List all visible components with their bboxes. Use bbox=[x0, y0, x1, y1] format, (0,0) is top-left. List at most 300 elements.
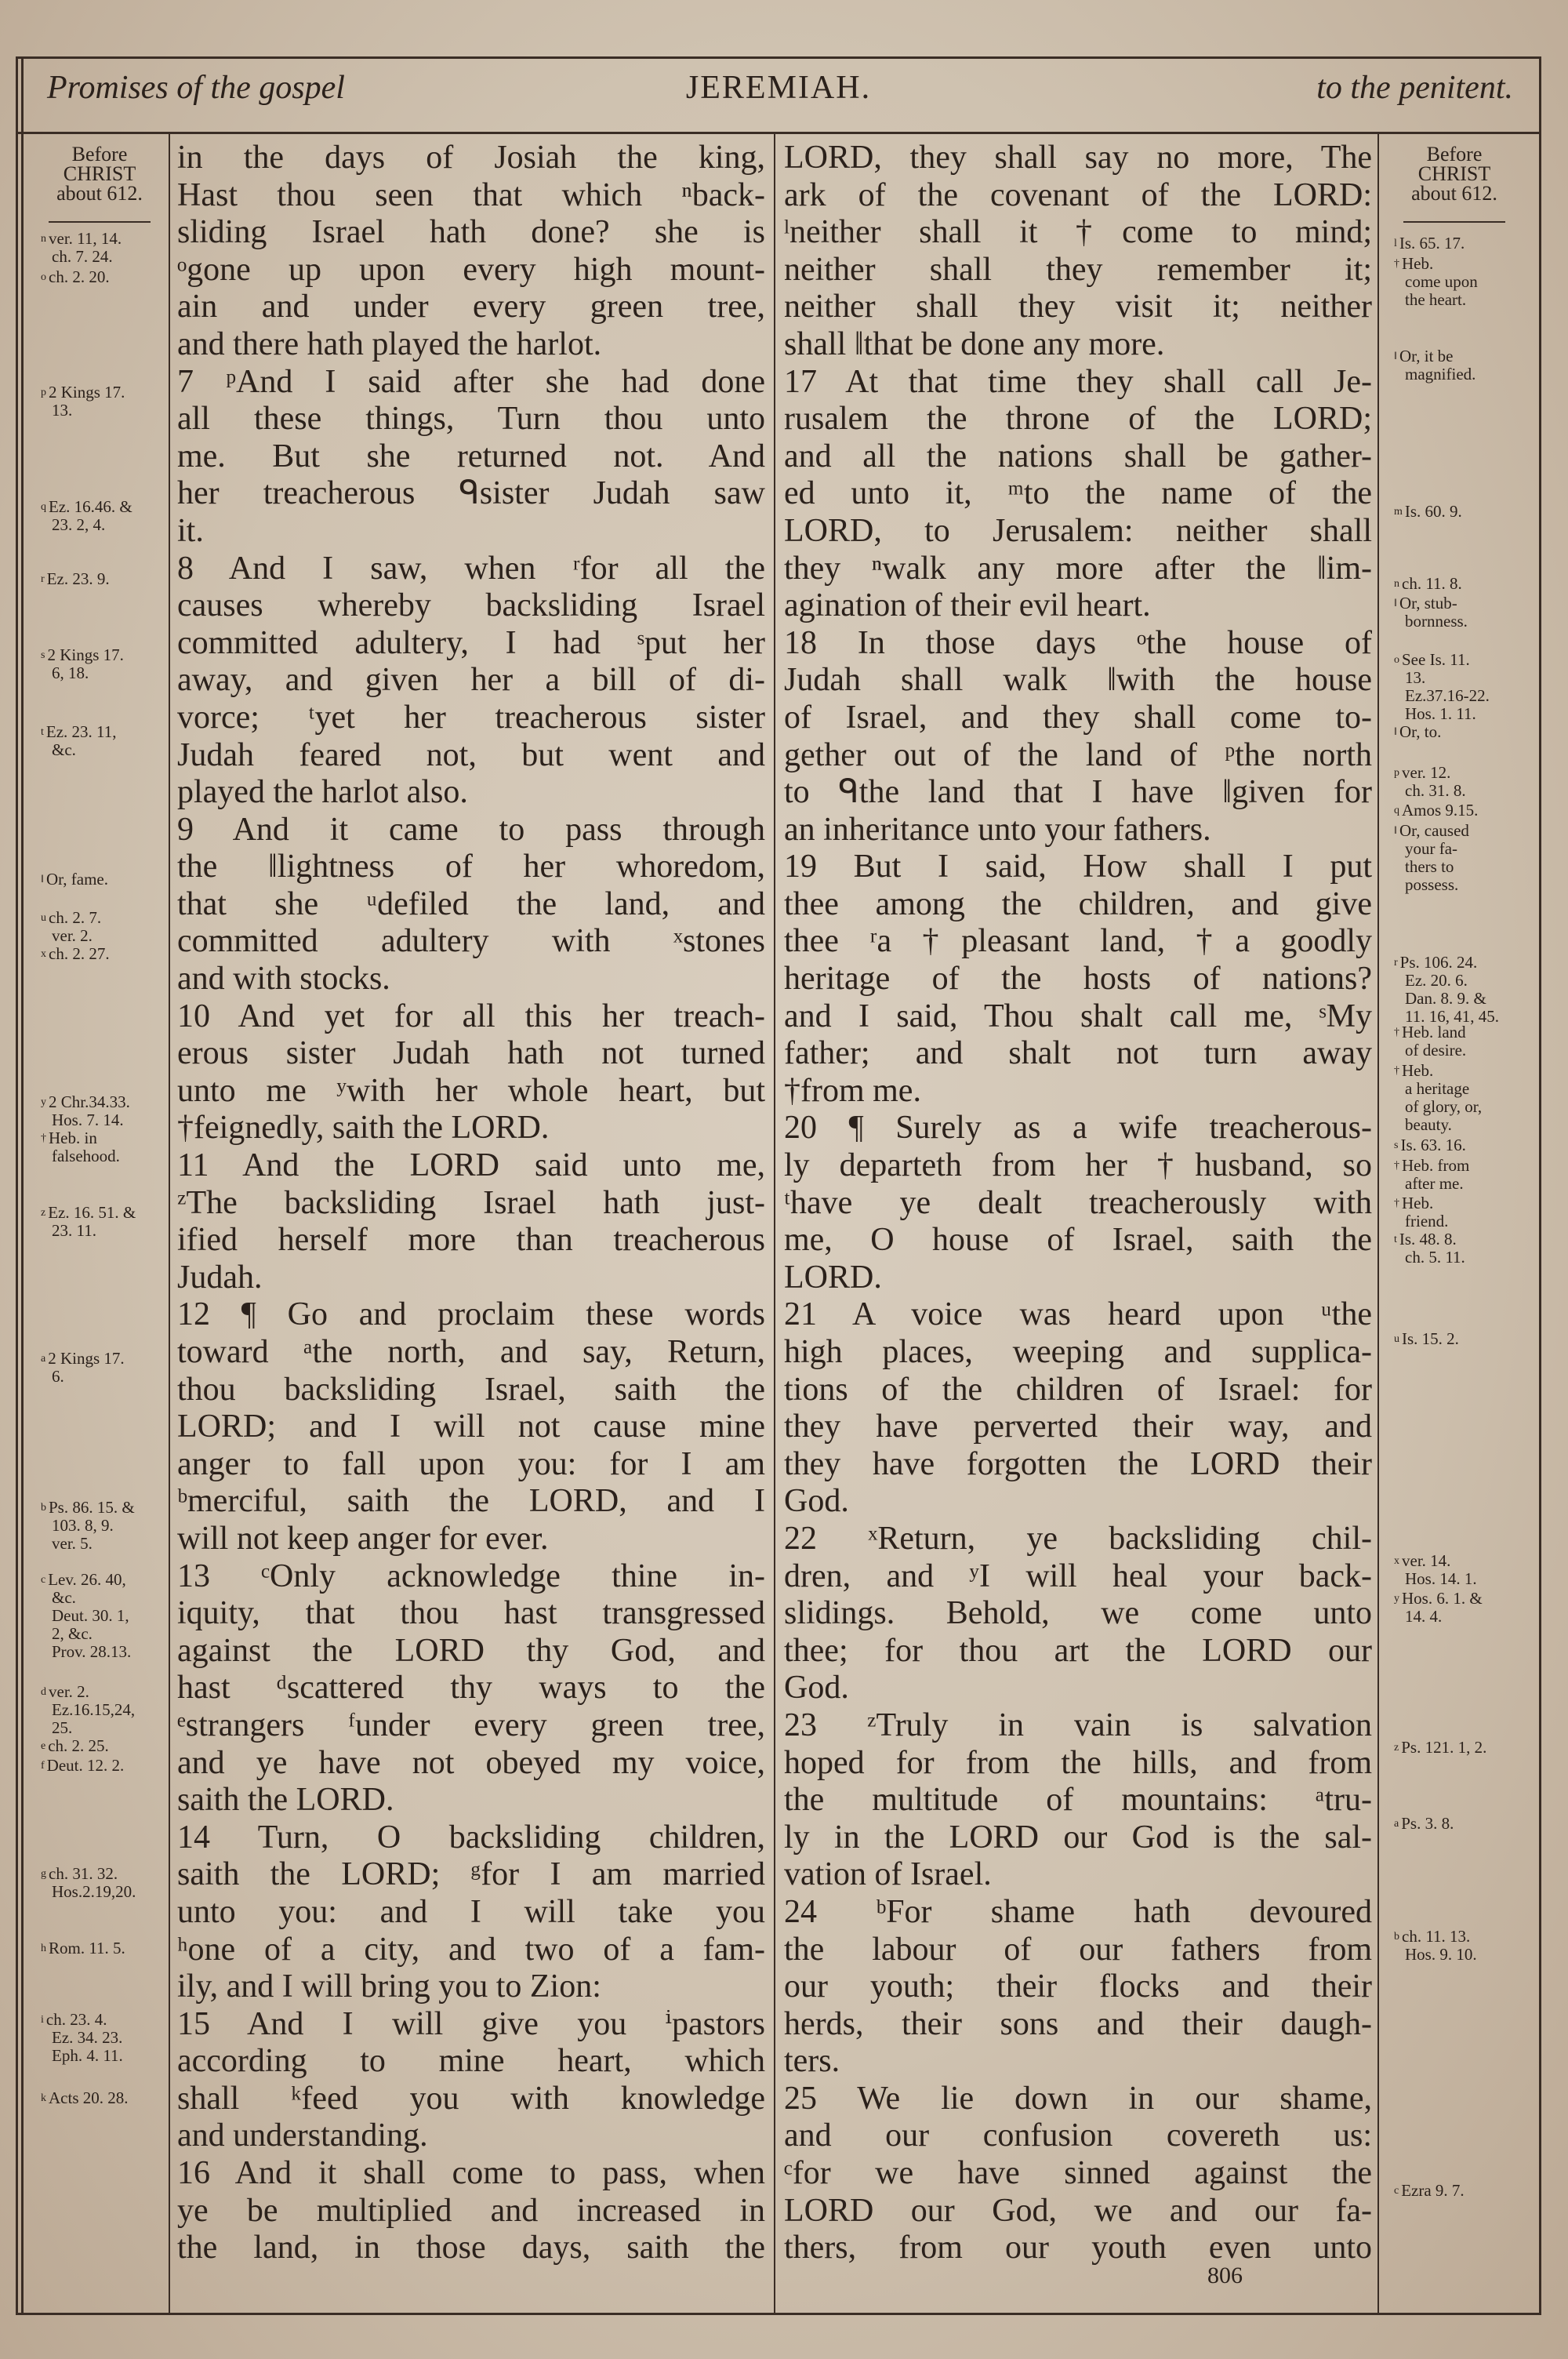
text-line: 21 A voice was heard upon ᵘthe bbox=[784, 1296, 1372, 1333]
reference-text: Amos 9.15. bbox=[1402, 801, 1479, 820]
reference-text: 2 Kings 17. bbox=[48, 1349, 125, 1368]
text-line: vorce; ᵗyet her treacherous sister bbox=[177, 699, 765, 736]
reference-text: Or, it be bbox=[1399, 347, 1454, 365]
margin-reference bbox=[41, 268, 110, 286]
margin-reference bbox=[1394, 1136, 1466, 1154]
reference-text: Heb. land bbox=[1402, 1023, 1466, 1041]
book-title: JEREMIAH. bbox=[685, 70, 872, 106]
reference-text: Is. 48. 8. bbox=[1399, 1230, 1457, 1249]
reference-text: Eph. 4. 11. bbox=[52, 2046, 123, 2065]
reference-text: Ps. 121. 1, 2. bbox=[1401, 1738, 1487, 1757]
text-column-left bbox=[177, 140, 765, 2267]
text-line: Hast thou seen that which ⁿback- bbox=[177, 176, 765, 213]
reference-text: Ezra 9. 7. bbox=[1401, 2181, 1465, 2200]
text-line: they have forgotten the LORD their bbox=[784, 1445, 1372, 1482]
era-rule-right bbox=[1403, 221, 1505, 223]
margin-reference bbox=[1394, 255, 1478, 309]
reference-mark: f bbox=[41, 1760, 45, 1772]
reference-text: 2 Kings 17. bbox=[49, 383, 125, 402]
text-line: God. bbox=[784, 1670, 849, 1707]
reference-text: Is. 65. 17. bbox=[1399, 234, 1465, 253]
reference-text: possess. bbox=[1405, 875, 1459, 894]
reference-text: Hos. 9. 10. bbox=[1405, 1945, 1477, 1964]
text-line: hoped for from the hills, and from bbox=[784, 1744, 1372, 1781]
margin-reference bbox=[1394, 954, 1499, 1026]
margin-reference bbox=[41, 871, 108, 889]
reference-mark: o bbox=[41, 271, 46, 283]
margin-reference bbox=[41, 383, 125, 420]
text-line: ᵇmerciful, saith the LORD, and I bbox=[177, 1483, 765, 1520]
margin-reference bbox=[41, 1129, 120, 1165]
text-line: ᶜfor we have sinned against the bbox=[784, 2155, 1372, 2192]
text-line: 24 ᵇFor shame hath devoured bbox=[784, 1893, 1372, 1930]
margin-reference bbox=[1394, 1330, 1459, 1348]
text-line: and understanding. bbox=[177, 2117, 428, 2154]
margin-reference bbox=[1394, 594, 1468, 631]
margin-reference bbox=[1394, 347, 1475, 383]
reference-text: Ez. 23. 9. bbox=[46, 569, 110, 588]
margin-reference bbox=[41, 498, 132, 534]
reference-mark: r bbox=[41, 573, 45, 585]
reference-text: See Is. 11. bbox=[1402, 650, 1470, 669]
era-christ: CHRIST bbox=[1417, 162, 1491, 185]
text-line: 17 At that time they shall call Je- bbox=[784, 363, 1372, 400]
margin-reference bbox=[1394, 801, 1478, 820]
text-line: heritage of the hosts of nations? bbox=[784, 961, 1372, 998]
reference-text: Lev. 26. 40, bbox=[48, 1570, 126, 1589]
text-line: in the days of Josiah the king, bbox=[177, 140, 765, 176]
reference-mark: n bbox=[1394, 578, 1399, 590]
text-line: to ᑫthe land that I have ‖given for bbox=[784, 774, 1372, 811]
text-line: her treacherous ᑫsister Judah saw bbox=[177, 475, 765, 512]
text-line: our youth; their flocks and their bbox=[784, 1968, 1372, 2005]
running-head-right: to the penitent. bbox=[1316, 70, 1513, 106]
reference-text: Hos.2.19,20. bbox=[52, 1882, 136, 1901]
text-line: ᵉstrangers ᶠunder every green tree, bbox=[177, 1707, 765, 1743]
margin-reference bbox=[41, 1683, 135, 1737]
column-divider bbox=[774, 133, 775, 2315]
reference-mark: t bbox=[1394, 1234, 1397, 1245]
reference-text: a heritage bbox=[1405, 1079, 1470, 1098]
reference-text: Or, stub- bbox=[1399, 594, 1457, 612]
margin-reference bbox=[1394, 1157, 1469, 1193]
reference-mark: † bbox=[41, 1132, 46, 1144]
reference-text: Or, fame. bbox=[45, 870, 108, 889]
text-line: saith the LORD; ᵍfor I am married bbox=[177, 1856, 765, 1893]
era-rule-left bbox=[49, 221, 151, 223]
text-line: 13 ᶜOnly acknowledge thine in- bbox=[177, 1558, 765, 1594]
margin-reference bbox=[41, 945, 110, 963]
reference-text: your fa- bbox=[1405, 839, 1458, 858]
reference-mark: m bbox=[1394, 506, 1403, 518]
reference-text: &c. bbox=[52, 1588, 76, 1607]
reference-mark: u bbox=[41, 912, 46, 924]
reference-mark: t bbox=[41, 726, 44, 738]
margin-reference bbox=[1394, 1023, 1466, 1060]
reference-mark: † bbox=[1394, 1160, 1399, 1172]
reference-text: 6, 18. bbox=[52, 663, 89, 682]
era-date: about 612. bbox=[1411, 182, 1497, 205]
reference-text: Ez. 34. 23. bbox=[52, 2028, 123, 2047]
reference-text: ver. 2. bbox=[49, 1682, 89, 1701]
text-line: and our confusion covereth us: bbox=[784, 2117, 1372, 2154]
margin-reference bbox=[1394, 822, 1469, 894]
reference-text: ch. 11. 13. bbox=[1402, 1927, 1471, 1946]
reference-text: Heb. bbox=[1402, 1061, 1434, 1080]
page-border-inner bbox=[21, 56, 24, 2315]
text-line: ᵗhave ye dealt treacherously with bbox=[784, 1184, 1372, 1221]
reference-text: 14. 4. bbox=[1405, 1607, 1443, 1626]
text-line: rusalem the throne of the LORD; bbox=[784, 401, 1372, 438]
reference-text: Heb. in bbox=[49, 1129, 97, 1147]
reference-text: ch. 11. 8. bbox=[1402, 574, 1462, 593]
reference-text: Heb. bbox=[1402, 254, 1434, 273]
text-line: 12 ¶ Go and proclaim these words bbox=[177, 1296, 765, 1333]
text-line: vation of Israel. bbox=[784, 1856, 992, 1893]
reference-mark: n bbox=[41, 233, 46, 245]
text-line: and all the nations shall be gather- bbox=[784, 438, 1372, 474]
reference-text: 23. 11. bbox=[52, 1221, 96, 1240]
text-line: all these things, Turn thou unto bbox=[177, 401, 765, 438]
margin-reference bbox=[41, 570, 110, 588]
text-line: ified herself more than treacherous bbox=[177, 1222, 765, 1259]
reference-text: Ps. 86. 15. & bbox=[49, 1498, 135, 1517]
text-line: gether out of the land of ᵖthe north bbox=[784, 736, 1372, 773]
reference-mark: z bbox=[41, 1207, 46, 1219]
text-line: Judah feared not, but went and bbox=[177, 736, 765, 773]
reference-mark: q bbox=[41, 501, 46, 513]
reference-text: come upon bbox=[1405, 272, 1478, 291]
reference-text: ver. 12. bbox=[1402, 763, 1451, 782]
margin-reference bbox=[1394, 764, 1466, 800]
text-line: ᵒgone up upon every high mount- bbox=[177, 251, 765, 288]
text-line: anger to fall upon you: for I am bbox=[177, 1445, 765, 1482]
text-line: 10 And yet for all this her treach- bbox=[177, 998, 765, 1034]
reference-text: Deut. 12. 2. bbox=[46, 1756, 125, 1775]
reference-mark: q bbox=[1394, 805, 1399, 816]
text-line: 22 ˣReturn, ye backsliding chil- bbox=[784, 1520, 1372, 1557]
reference-text: Is. 15. 2. bbox=[1402, 1329, 1459, 1348]
reference-mark: † bbox=[1394, 1198, 1399, 1209]
text-line: †feignedly, saith the LORD. bbox=[177, 1110, 550, 1147]
reference-text: 6. bbox=[52, 1367, 64, 1386]
margin-reference bbox=[1394, 503, 1462, 521]
margin-reference bbox=[1394, 1552, 1477, 1588]
reference-mark: i bbox=[41, 2014, 44, 2026]
reference-text: bornness. bbox=[1405, 612, 1468, 631]
text-line: erous sister Judah hath not turned bbox=[177, 1035, 765, 1072]
text-line: thee; for thou art the LORD our bbox=[784, 1632, 1372, 1669]
text-line: iquity, that thou hast transgressed bbox=[177, 1595, 765, 1632]
text-line: 15 And I will give you ⁱpastors bbox=[177, 2005, 765, 2042]
text-line: ʰone of a city, and two of a fam- bbox=[177, 1931, 765, 1968]
text-line: 20 ¶ Surely as a wife treacherous- bbox=[784, 1110, 1372, 1147]
reference-mark: l bbox=[1394, 238, 1397, 249]
reference-text: falsehood. bbox=[52, 1147, 120, 1165]
text-column-right bbox=[784, 140, 1372, 2267]
margin-reference bbox=[1394, 1739, 1486, 1757]
reference-mark: ‖ bbox=[1394, 351, 1397, 362]
margin-reference bbox=[41, 1499, 135, 1553]
reference-mark: x bbox=[1394, 1555, 1399, 1567]
text-line: toward ᵃthe north, and say, Return, bbox=[177, 1334, 765, 1370]
reference-text: 13. bbox=[52, 401, 73, 420]
margin-reference bbox=[1394, 1194, 1448, 1230]
text-line: it. bbox=[177, 512, 204, 549]
reference-text: Heb. from bbox=[1402, 1156, 1470, 1175]
margin-reference bbox=[1394, 2182, 1465, 2200]
text-line: saith the LORD. bbox=[177, 1782, 394, 1819]
era-note-left bbox=[41, 144, 158, 203]
text-line: shall ‖that be done any more. bbox=[784, 325, 1165, 362]
text-line: the multitude of mountains: ᵃtru- bbox=[784, 1782, 1372, 1819]
text-line: against the LORD thy God, and bbox=[177, 1632, 765, 1669]
text-line: LORD our God, we and our fa- bbox=[784, 2192, 1372, 2229]
text-line: dren, and ʸI will heal your back- bbox=[784, 1558, 1372, 1594]
text-line: Judah shall walk ‖with the house bbox=[784, 662, 1372, 699]
reference-text: 2 Chr.34.33. bbox=[49, 1092, 130, 1111]
reference-mark: † bbox=[1394, 1027, 1399, 1038]
reference-text: Ez.16.15,24, bbox=[52, 1700, 136, 1719]
reference-mark: k bbox=[41, 2092, 46, 2104]
text-line: God. bbox=[784, 1483, 849, 1520]
text-line: ᶻThe backsliding Israel hath just- bbox=[177, 1184, 765, 1221]
text-line: and I said, Thou shalt call me, ˢMy bbox=[784, 998, 1372, 1034]
text-line: ily, and I will bring you to Zion: bbox=[177, 1968, 601, 2005]
text-line: LORD. bbox=[784, 1259, 882, 1296]
margin-reference bbox=[1394, 651, 1490, 723]
reference-text: 13. bbox=[1405, 668, 1426, 687]
text-line: that she ᵘdefiled the land, and bbox=[177, 885, 765, 922]
text-line: 25 We lie down in our shame, bbox=[784, 2080, 1372, 2117]
margin-reference bbox=[41, 1737, 109, 1755]
margin-reference bbox=[1394, 1062, 1482, 1134]
margin-reference bbox=[41, 646, 124, 682]
left-margin-rule bbox=[169, 133, 170, 2315]
text-line: the land, in those days, saith the bbox=[177, 2230, 765, 2266]
reference-text: 11. 16, 41, 45. bbox=[1405, 1007, 1499, 1026]
reference-mark: b bbox=[41, 1502, 46, 1514]
reference-text: the heart. bbox=[1405, 290, 1467, 309]
reference-text: ch. 5. 11. bbox=[1405, 1248, 1465, 1267]
text-line: unto me ʸwith her whole heart, but bbox=[177, 1072, 765, 1109]
reference-text: ch. 2. 25. bbox=[48, 1736, 109, 1755]
text-line: LORD, to Jerusalem: neither shall bbox=[784, 512, 1372, 549]
text-line: ark of the covenant of the LORD: bbox=[784, 176, 1372, 213]
margin-reference bbox=[41, 1093, 130, 1129]
reference-text: magnified. bbox=[1405, 365, 1476, 383]
reference-mark: ‖ bbox=[1394, 726, 1397, 738]
text-line: slidings. Behold, we come unto bbox=[784, 1595, 1372, 1632]
text-line: me. But she returned not. And bbox=[177, 438, 765, 474]
reference-text: Deut. 30. 1, bbox=[52, 1606, 129, 1625]
reference-mark: ‖ bbox=[1394, 825, 1397, 837]
text-line: thers, from our youth even unto bbox=[784, 2230, 1372, 2266]
reference-text: Is. 60. 9. bbox=[1404, 502, 1462, 521]
margin-reference bbox=[41, 1757, 124, 1775]
reference-mark: p bbox=[1394, 767, 1399, 779]
reference-mark: a bbox=[1394, 1818, 1399, 1830]
text-line: father; and shalt not turn away bbox=[784, 1035, 1372, 1072]
text-line: neither shall they visit it; neither bbox=[784, 289, 1372, 325]
reference-text: Prov. 28.13. bbox=[52, 1642, 132, 1661]
text-line: ˡneither shall it †come to mind; bbox=[784, 214, 1372, 251]
text-line: †from me. bbox=[784, 1072, 921, 1109]
reference-text: Ez. 16. 51. & bbox=[48, 1203, 136, 1222]
reference-text: ch. 2. 27. bbox=[49, 944, 110, 963]
reference-text: after me. bbox=[1405, 1174, 1464, 1193]
text-line: hast ᵈscattered thy ways to the bbox=[177, 1670, 765, 1707]
text-line: of Israel, and they shall come to- bbox=[784, 699, 1372, 736]
reference-text: ver. 5. bbox=[52, 1534, 93, 1553]
margin-reference bbox=[41, 230, 122, 266]
margin-reference bbox=[41, 723, 117, 759]
text-line: LORD; and I will not cause mine bbox=[177, 1408, 765, 1445]
text-line: 23 ᶻTruly in vain is salvation bbox=[784, 1707, 1372, 1743]
page-number: 806 bbox=[1207, 2263, 1243, 2288]
text-line: 14 Turn, O backsliding children, bbox=[177, 1819, 765, 1856]
reference-mark: p bbox=[41, 387, 46, 398]
reference-text: Ez.37.16-22. bbox=[1405, 686, 1490, 705]
margin-reference bbox=[41, 1865, 136, 1901]
margin-reference bbox=[1394, 1928, 1477, 1964]
text-line: thee among the children, and give bbox=[784, 885, 1372, 922]
reference-mark: u bbox=[1394, 1333, 1399, 1345]
reference-text: Acts 20. 28. bbox=[49, 2088, 129, 2107]
text-line: will not keep anger for ever. bbox=[177, 1520, 549, 1557]
reference-text: Heb. bbox=[1402, 1194, 1434, 1212]
reference-text: Ps. 3. 8. bbox=[1401, 1814, 1454, 1833]
text-line: 7 ᵖAnd I said after she had done bbox=[177, 363, 765, 400]
reference-text: ch. 2. 20. bbox=[49, 267, 110, 286]
reference-text: Rom. 11. 5. bbox=[49, 1939, 125, 1957]
text-line: Judah. bbox=[177, 1259, 263, 1296]
reference-mark: h bbox=[41, 1943, 46, 1954]
reference-text: 2 Kings 17. bbox=[47, 645, 124, 664]
text-line: 9 And it came to pass through bbox=[177, 811, 765, 848]
text-line: herds, their sons and their daugh- bbox=[784, 2005, 1372, 2042]
text-line: 19 But I said, How shall I put bbox=[784, 849, 1372, 885]
reference-mark: s bbox=[41, 649, 45, 661]
reference-text: of glory, or, bbox=[1405, 1097, 1483, 1116]
reference-text: ver. 11, 14. bbox=[49, 229, 122, 248]
reference-mark: † bbox=[1394, 1065, 1399, 1077]
text-line: ly departeth from her †husband, so bbox=[784, 1147, 1372, 1184]
text-line: they have perverted their way, and bbox=[784, 1408, 1372, 1445]
reference-mark: ‖ bbox=[1394, 598, 1397, 609]
margin-reference bbox=[41, 2011, 123, 2065]
reference-mark: y bbox=[1394, 1593, 1399, 1605]
text-line: played the harlot also. bbox=[177, 774, 468, 811]
reference-text: ch. 7. 24. bbox=[52, 247, 113, 266]
reference-text: Dan. 8. 9. & bbox=[1405, 989, 1486, 1008]
text-line: sliding Israel hath done? she is bbox=[177, 214, 765, 251]
reference-text: 23. 2, 4. bbox=[52, 515, 106, 534]
margin-reference bbox=[41, 1204, 136, 1240]
text-line: they ⁿwalk any more after the ‖im- bbox=[784, 550, 1372, 587]
margin-reference bbox=[1394, 1590, 1483, 1626]
reference-text: 25. bbox=[52, 1718, 73, 1737]
text-line: 18 In those days ᵒthe house of bbox=[784, 624, 1372, 661]
text-line: ye be multiplied and increased in bbox=[177, 2192, 765, 2229]
text-line: the ‖lightness of her whoredom, bbox=[177, 849, 765, 885]
reference-text: of desire. bbox=[1405, 1041, 1467, 1060]
header-rule bbox=[16, 132, 1541, 134]
right-margin-rule bbox=[1377, 133, 1379, 2315]
text-line: LORD, they shall say no more, The bbox=[784, 140, 1372, 176]
text-line: committed adultery, I had ˢput her bbox=[177, 624, 765, 661]
era-date: about 612. bbox=[56, 182, 143, 205]
reference-text: friend. bbox=[1405, 1212, 1449, 1230]
text-line: high places, weeping and supplica- bbox=[784, 1334, 1372, 1370]
reference-text: Or, caused bbox=[1399, 821, 1469, 840]
text-line: the labour of our fathers from bbox=[784, 1931, 1372, 1968]
reference-text: ch. 23. 4. bbox=[45, 2010, 107, 2029]
reference-text: Hos. 7. 14. bbox=[52, 1110, 124, 1129]
text-line: 8 And I saw, when ʳfor all the bbox=[177, 550, 765, 587]
margin-reference bbox=[41, 2089, 129, 2107]
text-line: causes whereby backsliding Israel bbox=[177, 587, 765, 624]
text-line: according to mine heart, which bbox=[177, 2043, 765, 2080]
reference-mark: e bbox=[41, 1740, 46, 1752]
text-line: an inheritance unto your fathers. bbox=[784, 811, 1211, 848]
reference-mark: s bbox=[1394, 1140, 1399, 1151]
text-line: ly in the LORD our God is the sal- bbox=[784, 1819, 1372, 1856]
era-before: Before bbox=[71, 143, 128, 165]
reference-text: ch. 2. 7. bbox=[49, 908, 102, 927]
text-line: agination of their evil heart. bbox=[784, 587, 1151, 624]
reference-text: 2, &c. bbox=[52, 1624, 93, 1643]
text-line: unto you: and I will take you bbox=[177, 1893, 765, 1930]
reference-text: thers to bbox=[1405, 857, 1454, 876]
reference-mark: z bbox=[1394, 1742, 1399, 1754]
margin-reference bbox=[1394, 575, 1462, 593]
era-before: Before bbox=[1426, 143, 1483, 165]
margin-reference bbox=[1394, 1815, 1454, 1833]
text-line: thou backsliding Israel, saith the bbox=[177, 1371, 765, 1408]
reference-text: Hos. 1. 11. bbox=[1405, 704, 1476, 723]
reference-text: ch. 31. 32. bbox=[49, 1864, 118, 1883]
reference-mark: y bbox=[41, 1096, 46, 1108]
margin-reference bbox=[41, 909, 101, 945]
reference-text: Ez. 16.46. & bbox=[49, 497, 132, 516]
reference-mark: c bbox=[41, 1574, 46, 1586]
reference-mark: a bbox=[41, 1353, 46, 1365]
margin-reference bbox=[41, 1939, 125, 1957]
reference-text: Or, to. bbox=[1399, 722, 1442, 741]
reference-mark: b bbox=[1394, 1931, 1399, 1943]
reference-text: ver. 14. bbox=[1402, 1551, 1451, 1570]
reference-text: 103. 8, 9. bbox=[52, 1516, 114, 1535]
text-line: me, O house of Israel, saith the bbox=[784, 1222, 1372, 1259]
margin-reference bbox=[41, 1350, 125, 1386]
text-line: and ye have not obeyed my voice, bbox=[177, 1744, 765, 1781]
text-line: ed unto it, ᵐto the name of the bbox=[784, 475, 1372, 512]
reference-mark: x bbox=[41, 948, 46, 960]
text-line: ters. bbox=[784, 2043, 840, 2080]
text-line: committed adultery with ˣstones bbox=[177, 923, 765, 960]
text-line: 16 And it shall come to pass, when bbox=[177, 2155, 765, 2192]
reference-mark: c bbox=[1394, 2185, 1399, 2197]
margin-reference bbox=[1394, 1230, 1465, 1267]
text-line: neither shall they remember it; bbox=[784, 251, 1372, 288]
reference-text: Ps. 106. 24. bbox=[1399, 953, 1478, 972]
text-line: ain and under every green tree, bbox=[177, 289, 765, 325]
reference-text: Is. 63. 16. bbox=[1400, 1136, 1466, 1154]
reference-text: Ez. 20. 6. bbox=[1405, 971, 1468, 990]
reference-mark: d bbox=[41, 1686, 46, 1698]
text-line: thee ʳa †pleasant land, †a goodly bbox=[784, 923, 1372, 960]
